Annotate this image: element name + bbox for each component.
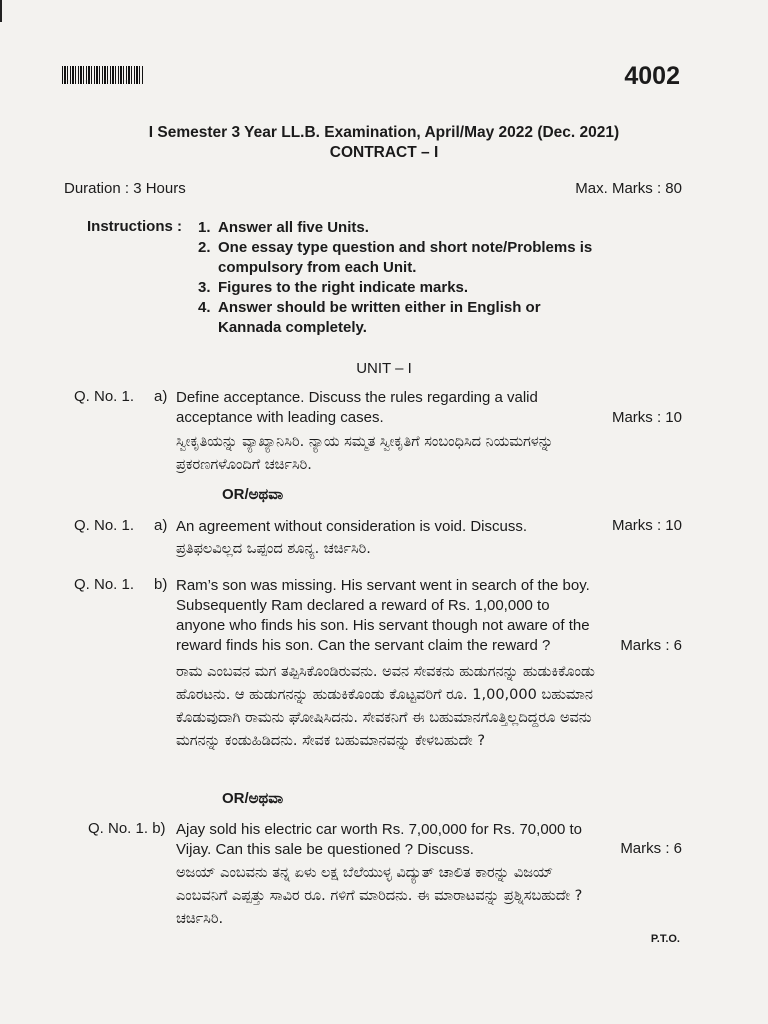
or-label: OR/ಅಥವಾ bbox=[222, 486, 284, 503]
question-text: Ram’s son was missing. His servant went in search of the boy. Subsequently Ram declared a reward of Rs. 1,00,000 to anyone who finds his son. His servant though not aware of the reward finds his son. Can the servant claim the reward ? bbox=[176, 577, 590, 654]
question-number: Q. No. 1. bbox=[74, 388, 135, 405]
question-number: Q. No. 1. bbox=[74, 576, 135, 593]
instructions-label: Instructions : bbox=[87, 218, 183, 235]
question-part: a) bbox=[154, 517, 168, 534]
question-marks: Marks : 6 bbox=[620, 840, 682, 857]
question-text: An agreement without consideration is void. Discuss. bbox=[176, 518, 528, 535]
instruction-item: 2. One essay type question and short note/Problems is compulsory from each Unit. bbox=[198, 239, 593, 276]
max-marks: Max. Marks : 80 bbox=[575, 180, 682, 197]
question-marks: Marks : 10 bbox=[611, 517, 682, 534]
question-marks: Marks : 10 bbox=[611, 409, 682, 426]
barcode-icon bbox=[62, 66, 144, 84]
question-text: Ajay sold his electric car worth Rs. 7,00,000 for Rs. 70,000 to Vijay. Can this sale be questioned ? Discuss. bbox=[176, 821, 583, 858]
question-part: b) bbox=[154, 576, 168, 593]
exam-title: I Semester 3 Year LL.B. Examination, April/May 2022 (Dec. 2021) bbox=[148, 124, 620, 141]
instruction-item: 4. Answer should be written either in English or Kannada completely. bbox=[198, 299, 541, 336]
exam-subject: CONTRACT – I bbox=[329, 144, 439, 161]
question-text: Define acceptance. Discuss the rules regarding a valid acceptance with leading cases. bbox=[176, 389, 538, 426]
or-label: OR/ಅಥವಾ bbox=[222, 790, 284, 807]
question-number: Q. No. 1. bbox=[74, 517, 135, 534]
question-text-kannada: ಪ್ರತಿಫಲವಿಲ್ಲದ ಒಪ್ಪಂದ ಶೂನ್ಯ. ಚರ್ಚಿಸಿರಿ. bbox=[176, 541, 371, 557]
pto-label: P.T.O. bbox=[650, 933, 680, 945]
instructions-list bbox=[198, 218, 598, 338]
paper-code: 4002 bbox=[624, 62, 680, 90]
question-part: a) bbox=[154, 388, 168, 405]
question-text-kannada: ಸ್ವೀಕೃತಿಯನ್ನು ವ್ಯಾಖ್ಯಾನಿಸಿರಿ. ನ್ಯಾಯ ಸಮ್ಮತ ಸ್ವೀಕೃತಿಗೆ ಸಂಬಂಧಿಸಿದ ನಿಯಮಗಳನ್ನು ಪ್ರಕರಣಗಳೊಂದಿಗೆ ಚರ್ಚಿಸಿರಿ. bbox=[176, 434, 554, 473]
question-marks: Marks : 6 bbox=[620, 637, 682, 654]
unit-heading: UNIT – I bbox=[356, 360, 412, 377]
duration: Duration : 3 Hours bbox=[64, 180, 186, 197]
question-text-kannada: ರಾಮ ಎಂಬವನ ಮಗ ತಪ್ಪಿಸಿಕೊಂಡಿರುವನು. ಅವನ ಸೇವಕನು ಹುಡುಗನನ್ನು ಹುಡುಕಿಕೊಂಡು ಹೊರಟನು. ಆ ಹುಡುಗನನ್ನು ಹುಡುಕಿಕೊಂಡು ಕೊಟ್ಟವರಿಗೆ ರೂ. 1,00,000 ಬಹುಮಾನ ಕೊಡುವುದಾಗಿ ರಾಮನು ಘೋಷಿಸಿದನು. ಸೇವಕನಿಗೆ ಈ ಬಹುಮಾನಗೊತ್ತಿಲ್ಲದಿದ್ದರೂ ಅವನು ಮಗನನ್ನು ಕಂಡುಹಿಡಿದನು. ಸೇವಕ ಬಹುಮಾನವನ್ನು ಕೇಳಬಹುದೇ ? bbox=[176, 664, 595, 749]
scan-edge-mark bbox=[0, 0, 2, 22]
question-text-kannada: ಅಜಯ್ ಎಂಬವನು ತನ್ನ ಏಳು ಲಕ್ಷ ಬೆಲೆಯುಳ್ಳ ವಿದ್ಯುತ್ ಚಾಲಿತ ಕಾರನ್ನು ವಿಜಯ್ ಎಂಬವನಿಗೆ ಎಪ್ಪತ್ತು ಸಾವಿರ ರೂ. ಗಳಿಗೆ ಮಾರಿದನು. ಈ ಮಾರಾಟವನ್ನು ಪ್ರಶ್ನಿಸಬಹುದೇ ? ಚರ್ಚಿಸಿರಿ. bbox=[176, 865, 583, 927]
instruction-item: 3. Figures to the right indicate marks. bbox=[198, 279, 469, 296]
instruction-item: 1. Answer all five Units. bbox=[198, 219, 369, 236]
question-number: Q. No. 1. b) bbox=[88, 820, 166, 837]
